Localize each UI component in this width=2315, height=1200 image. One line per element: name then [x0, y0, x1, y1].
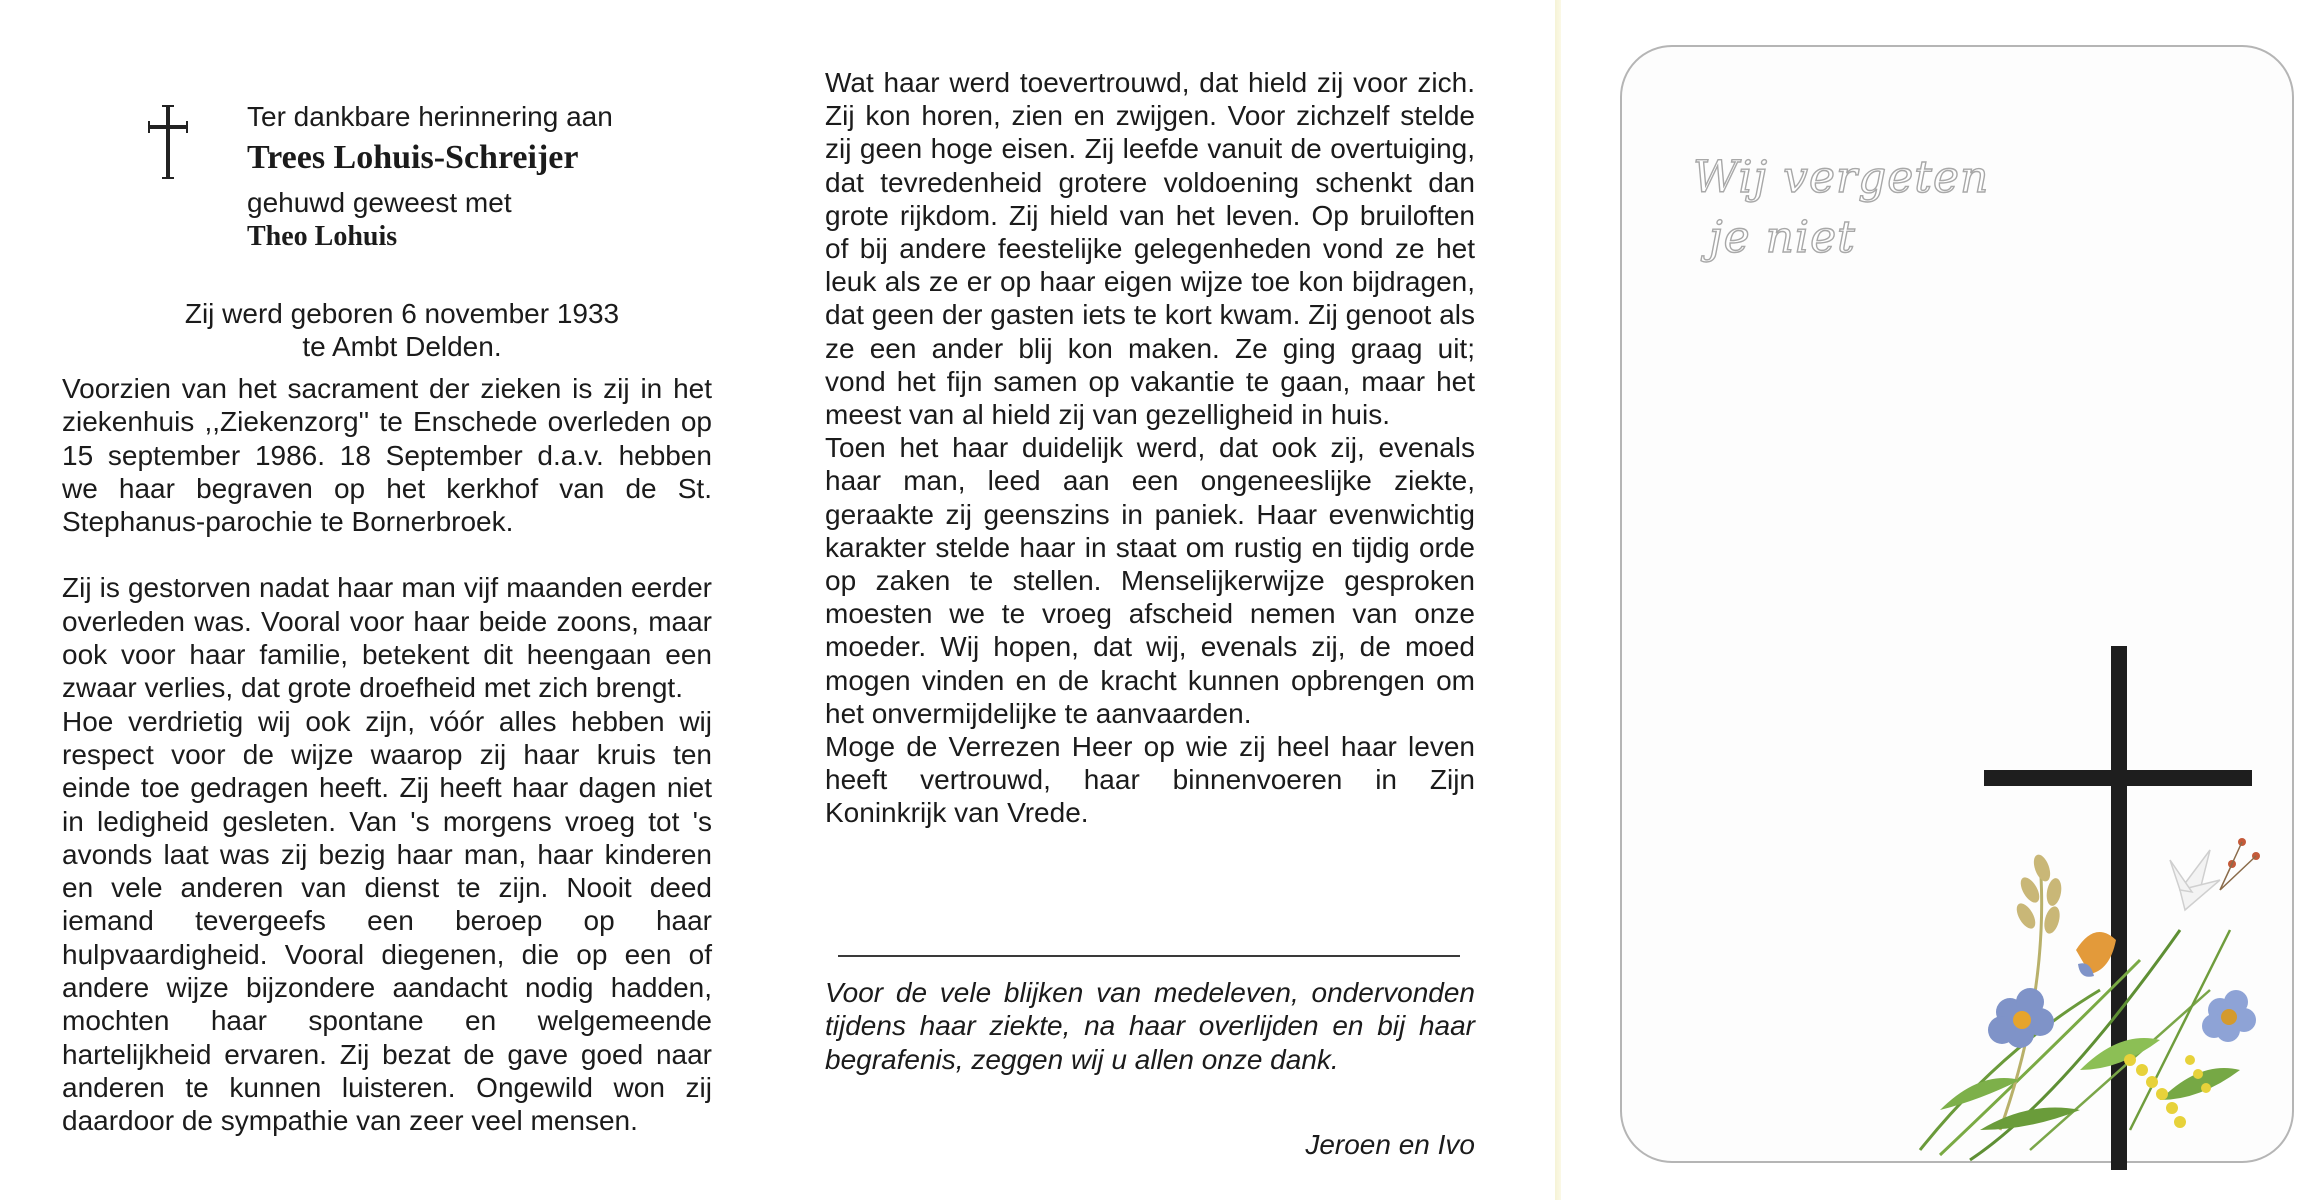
birth-place-line: te Ambt Delden.	[302, 331, 502, 362]
memorial-header	[247, 100, 613, 254]
paragraph-illness: Toen het haar duidelijk werd, dat ook zij, evenals haar man, leed aan een ongeneeslijke ziekte, geraakte zij geenszins in paniek. Haar evenwichtig karakter stelde haar in staat om rustig en tijdig orde op zaken te stellen. Menselijkerwijze gesproken moesten we te vroeg afscheid nemen van onze moeder. Wij hopen, dat wij, evenals zij, de moed mogen vinden en de kracht kunnen opbrengen om het onvermijdelijke te aanvaarden.	[825, 432, 1475, 729]
paragraph-prayer: Moge de Verrezen Heer op wie zij heel haar leven heeft vertrouwd, haar binnenvoeren in Zijn Koninkrijk van Vrede.	[825, 731, 1475, 829]
paragraph-death: Voorzien van het sacrament der zieken is zij in het ziekenhuis ,,Ziekenzorg'' te Enschede overleden op 15 september 1986. 18 September d.a.v. hebben we haar begraven op het kerkhof van de St. Stephanus-parochie te Bornerbroek.	[62, 373, 712, 538]
thanks-note: Voor de vele blijken van medeleven, ondervonden tijdens haar ziekte, na haar overlijden en bij haar begrafenis, zeggen wij u allen onze dank.	[825, 977, 1475, 1075]
deceased-name: Trees Lohuis-Schreijer	[247, 139, 579, 176]
intro-line: Ter dankbare herinnering aan	[247, 101, 613, 132]
paragraph-character: Hoe verdrietig wij ook zijn, vóór alles hebben wij respect voor de wijze waarop zij haar kruis ten einde toe gedragen heeft. Zij heeft haar dagen niet in ledigheid gesleten. Van 's morgens vroeg tot 's avonds laat was zij bezig haar man, haar kinderen en vele anderen van dienst te zijn. Nooit deed iemand tevergeefs een beroep op haar hulpvaardigheid. Vooral diegenen, die op een of andere wijze bijzondere aandacht nodig hadden, mochten haar spontane en welgemeende hartelijkheid ervaren. Zij bezat de gave goed naar anderen te kunnen luisteren. Ongewild won zij daardoor de sympathie van zeer veel mensen.	[62, 705, 712, 1137]
paragraph-loss: Zij is gestorven nadat haar man vijf maanden eerder overleden was. Vooral voor haar beide zoons, maar ook voor haar familie, betekent dit heengaan een zwaar verlies, dat grote droefheid met zich brengt.	[62, 572, 712, 704]
cover-title	[1693, 148, 1989, 268]
cross-with-flowers	[1880, 630, 2280, 1170]
wildflower-bouquet-illustration	[1920, 838, 2260, 1160]
married-label: gehuwd geweest met	[247, 187, 512, 218]
spouse-name: Theo Lohuis	[247, 221, 398, 252]
middle-text-column	[825, 66, 1475, 830]
birth-info	[62, 297, 742, 363]
latin-cross-icon	[148, 105, 188, 179]
signature: Jeroen en Ivo	[1305, 1129, 1475, 1160]
paragraph-life: Wat haar werd toevertrouwd, dat hield zij voor zich. Zij kon horen, zien en zwijgen. Voor zichzelf stelde zij geen hoge eisen. Zij leefde vanuit de overtuiging, dat tevredenheid grotere voldoening schenkt dan grote rijkdom. Zij hield van het leven. Op bruiloften of bij andere feestelijke gelegenheden vond ze het leuk als ze er op haar eigen wijze toe kon bijdragen, dat geen der gasten iets te kort kwam. Zij genoot als ze een ander blij kon maken. Ze ging graag uit; vond het fijn samen op vakantie te gaan, maar het meest van al hield zij van gezelligheid in huis.	[825, 67, 1475, 431]
cover-title-line2: je niet	[1709, 212, 1856, 263]
birth-date-line: Zij werd geboren 6 november 1933	[184, 298, 620, 329]
divider-line	[838, 955, 1460, 957]
left-text-column	[62, 372, 712, 1138]
blue-flower	[1988, 988, 2054, 1048]
cover-title-line1: Wij vergeten	[1693, 152, 1990, 203]
